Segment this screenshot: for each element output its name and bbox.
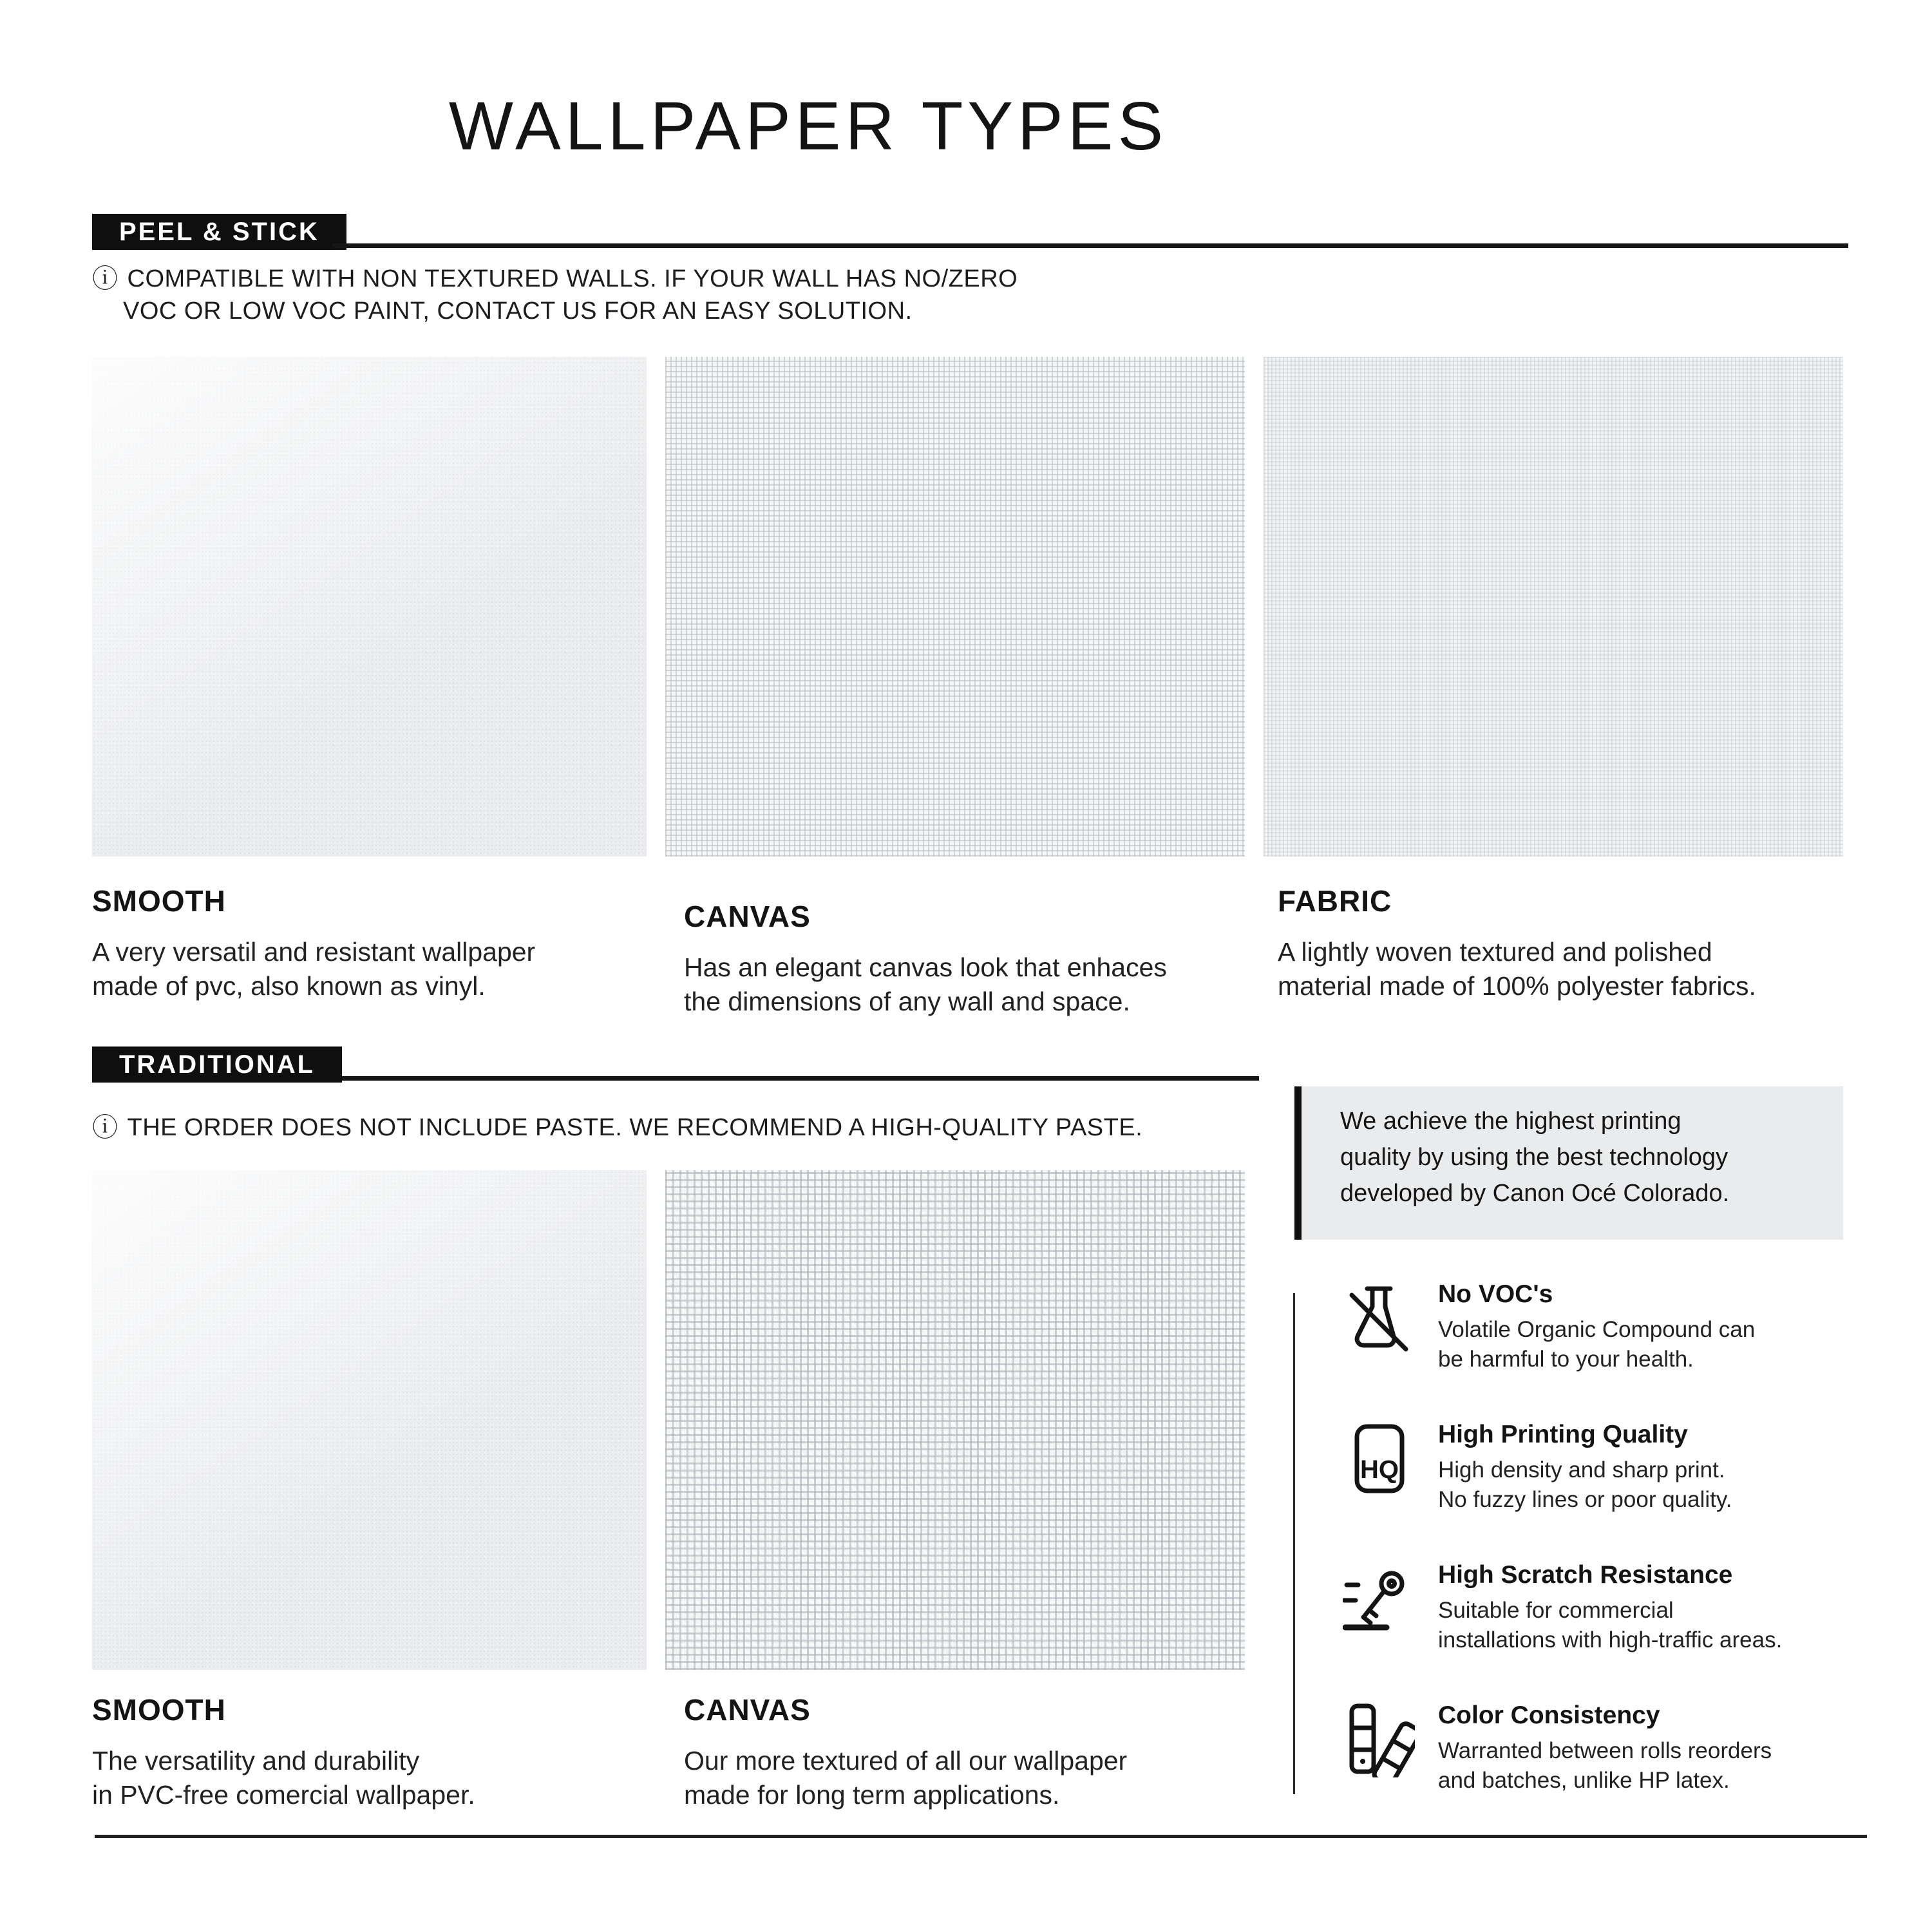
info-icon: ⓘ	[92, 1113, 118, 1142]
type-description-line: Has an elegant canvas look that enhaces	[684, 952, 1167, 982]
type-description-line: A very versatil and resistant wallpaper	[92, 937, 536, 967]
traditional-smooth-texture-sample	[92, 1170, 647, 1670]
quality-note-line: quality by using the best technology	[1340, 1144, 1728, 1171]
type-description-line: made for long term applications.	[684, 1780, 1060, 1810]
feature-title: High Scratch Resistance	[1438, 1561, 1733, 1589]
peel-stick-badge: PEEL & STICK	[92, 214, 346, 250]
color-swatch-fan-icon	[1343, 1701, 1415, 1777]
type-description-line: A lightly woven textured and polished	[1278, 937, 1712, 967]
traditional-rule	[342, 1076, 1259, 1081]
type-description-line: Our more textured of all our wallpaper	[684, 1746, 1128, 1776]
type-heading: SMOOTH	[92, 1693, 226, 1727]
feature-title: High Printing Quality	[1438, 1421, 1688, 1448]
peel-canvas-card	[684, 899, 1167, 1019]
peel-fabric-card	[1278, 884, 1756, 1003]
traditional-canvas-card	[684, 1692, 1127, 1812]
type-description-line: in PVC-free comercial wallpaper.	[92, 1780, 475, 1810]
peel-stick-note-line2: VOC OR LOW VOC PAINT, CONTACT US FOR AN EASY SOLUTION.	[123, 298, 913, 325]
peel-stick-note	[92, 263, 1018, 327]
feature-text	[1438, 1701, 1772, 1795]
feature-no-voc	[1343, 1280, 1877, 1374]
peel-stick-rule	[332, 243, 1848, 248]
feature-desc-line: Suitable for commercial	[1438, 1598, 1674, 1623]
traditional-note-line1: THE ORDER DOES NOT INCLUDE PASTE. WE RECOMMEND A HIGH-QUALITY PASTE.	[127, 1114, 1143, 1141]
type-description-line: the dimensions of any wall and space.	[684, 987, 1130, 1016]
quality-note-line: developed by Canon Océ Colorado.	[1340, 1180, 1730, 1207]
type-description-line: made of pvc, also known as vinyl.	[92, 971, 486, 1001]
no-voc-flask-icon	[1343, 1280, 1415, 1356]
printing-quality-note	[1294, 1086, 1843, 1240]
type-description-line: The versatility and durability	[92, 1746, 420, 1776]
feature-text	[1438, 1280, 1755, 1374]
feature-desc-line: Warranted between rolls reorders	[1438, 1738, 1772, 1763]
feature-text	[1438, 1421, 1732, 1515]
feature-desc-line: be harmful to your health.	[1438, 1347, 1694, 1372]
feature-color-consistency	[1343, 1701, 1877, 1795]
peel-fabric-texture-sample	[1264, 357, 1843, 857]
feature-text	[1438, 1561, 1782, 1655]
bottom-rule	[95, 1835, 1867, 1838]
peel-smooth-card	[92, 884, 535, 1003]
type-heading: CANVAS	[684, 900, 811, 933]
traditional-smooth-card	[92, 1692, 475, 1812]
peel-canvas-texture-sample	[665, 357, 1245, 857]
type-heading: CANVAS	[684, 1693, 811, 1727]
feature-title: Color Consistency	[1438, 1701, 1660, 1729]
quality-note-line: We achieve the highest printing	[1340, 1108, 1681, 1135]
type-heading: SMOOTH	[92, 884, 226, 918]
hq-badge-icon	[1343, 1421, 1415, 1497]
key-scratch-icon	[1343, 1561, 1415, 1637]
type-heading: FABRIC	[1278, 884, 1392, 918]
peel-smooth-texture-sample	[92, 357, 647, 857]
peel-stick-note-line1: COMPATIBLE WITH NON TEXTURED WALLS. IF YOUR WALL HAS NO/ZERO	[127, 265, 1018, 292]
feature-desc-line: No fuzzy lines or poor quality.	[1438, 1487, 1732, 1512]
feature-high-scratch-resistance	[1343, 1561, 1877, 1655]
feature-desc-line: Volatile Organic Compound can	[1438, 1317, 1756, 1342]
sidebar-divider-line	[1293, 1293, 1295, 1794]
feature-title: No VOC's	[1438, 1280, 1553, 1308]
feature-high-printing-quality	[1343, 1421, 1877, 1515]
page-title: WALLPAPER TYPES	[448, 88, 1168, 164]
svg-text:HQ: HQ	[1360, 1455, 1399, 1484]
traditional-note	[92, 1112, 1142, 1144]
feature-desc-line: and batches, unlike HP latex.	[1438, 1768, 1730, 1793]
feature-desc-line: High density and sharp print.	[1438, 1457, 1725, 1482]
type-description-line: material made of 100% polyester fabrics.	[1278, 971, 1756, 1001]
feature-desc-line: installations with high-traffic areas.	[1438, 1627, 1783, 1653]
traditional-canvas-texture-sample	[665, 1170, 1245, 1670]
info-icon: ⓘ	[92, 265, 118, 293]
traditional-badge: TRADITIONAL	[92, 1046, 342, 1083]
